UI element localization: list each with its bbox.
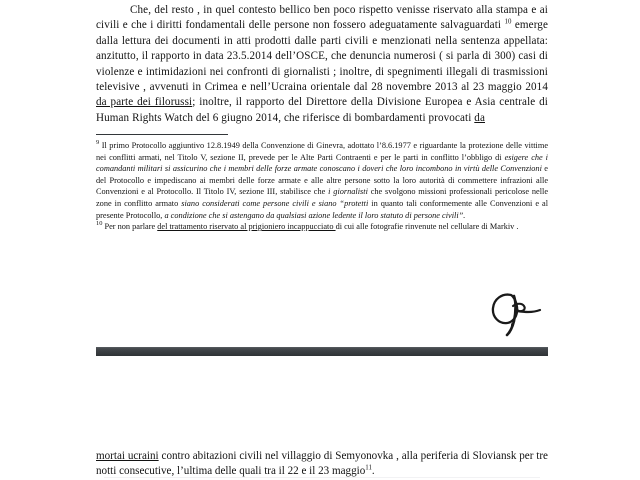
footnote-10-underlined: del trattamento riservato al prigioniero incappucciato — [157, 222, 336, 232]
footnote-10 — [96, 221, 548, 233]
body-text-part-3: ; inoltre, il rapporto del Direttore della Divisione Europea e Asia centrale di Human Rights Watch del 6 giugno 2014, che riferisce di bombardamenti provocati — [96, 96, 548, 124]
body-paragraph — [96, 3, 548, 126]
footnote-9-seg-3: i giornalisti — [328, 187, 368, 197]
footnote-9-seg-0: Il primo Protocollo aggiuntivo 12.8.1949 della Convenzione di Ginevra, adottato l’8.6.1977 e riguardante la protezione delle vittime nei conflitti armati, nel Titolo V, sezione II, prevede per le Alte Parti Contraenti e per le parti in conflitto l’obbligo di — [96, 141, 548, 162]
body-text-part-2: emerge dalla lettura dei documenti in atti prodotti dalle parti civili e menzionati nella sentenza appellata: anzitutto, il rapporto in data 23.5.2014 dell’OSCE, che denuncia numerosi ( si parla di 300) casi di violenze e intimidazioni nei confronti di giornalisti ; inoltre, di spegnimenti illegali di trasmissioni televisive , avvenuti in Crimea e nell’Ucraina orientale dal 28 novembre 2013 al 23 maggio 2014 — [96, 19, 549, 94]
bottom-paragraph — [96, 449, 548, 480]
footnote-9-seg-1: esigere che i comandanti militari si assicurino che i membri delle forze armate conoscano i doveri che loro incombono in virtù delle Convenzioni — [96, 152, 548, 174]
footnote-9-seg-7: a condizione che si astengano da qualsiasi azione ledente il loro statuto di persone civili”. — [164, 210, 466, 220]
footnote-9-seg-6: in quanto tali conformemente alle Convenzioni e al presente Protocollo, — [96, 198, 548, 220]
handwritten-signature-icon — [483, 286, 551, 338]
bottom-underlined-mortai-ucraini: mortai ucraini — [96, 450, 159, 462]
footnote-9 — [96, 140, 548, 221]
footnote-9-seg-5: siano considerati come persone civili e siano “protetti — [181, 198, 369, 208]
footnote-block — [96, 140, 548, 233]
footnote-10-number: 10 — [96, 220, 103, 228]
body-text-part-1: Che, del resto , in quel contesto bellico ben poco rispetto venisse riservato alla stampa e ai civili e che i diritti fondamentali delle persone non fossero adeguatamente salvaguardati — [96, 4, 548, 32]
footnote-9-seg-4: che svolgono missioni professionali pericolose nelle zone in conflitto armato — [96, 187, 548, 208]
footnote-marker-10: 10 — [504, 18, 512, 26]
bottom-page-fragment — [0, 356, 640, 480]
dark-scan-bar — [96, 347, 548, 356]
bottom-text-part-1: contro abitazioni civili nel villaggio di Semyonovka , alla periferia di Sloviansk per tre notti consecutive, l’ultima delle quali tra il 22 e il 23 maggio — [96, 450, 548, 478]
body-underlined-da-parte-dei-filorussi: da parte dei filorussi — [96, 96, 193, 109]
footnote-10-seg-2: di cui alle fotografie rinvenute nel cellulare di Markiv . — [335, 222, 519, 232]
footnote-9-number: 9 — [96, 139, 100, 147]
body-underlined-da: da — [474, 111, 485, 124]
footnote-10-seg-0: Per non parlare — [102, 222, 158, 232]
footnote-separator-rule — [96, 134, 228, 135]
footnote-9-seg-2: e del Protocollo e impediscano ai membri delle forze armate e alle altre persone sotto la loro autorità di commettere infrazioni alle Convenzioni e al Protocollo. Il Titolo IV, sezione III, stabilisce che — [96, 164, 548, 197]
footnote-marker-11: 11 — [365, 464, 372, 472]
scan-edge-artifact — [104, 477, 540, 478]
bottom-text-part-2: . — [371, 465, 375, 478]
